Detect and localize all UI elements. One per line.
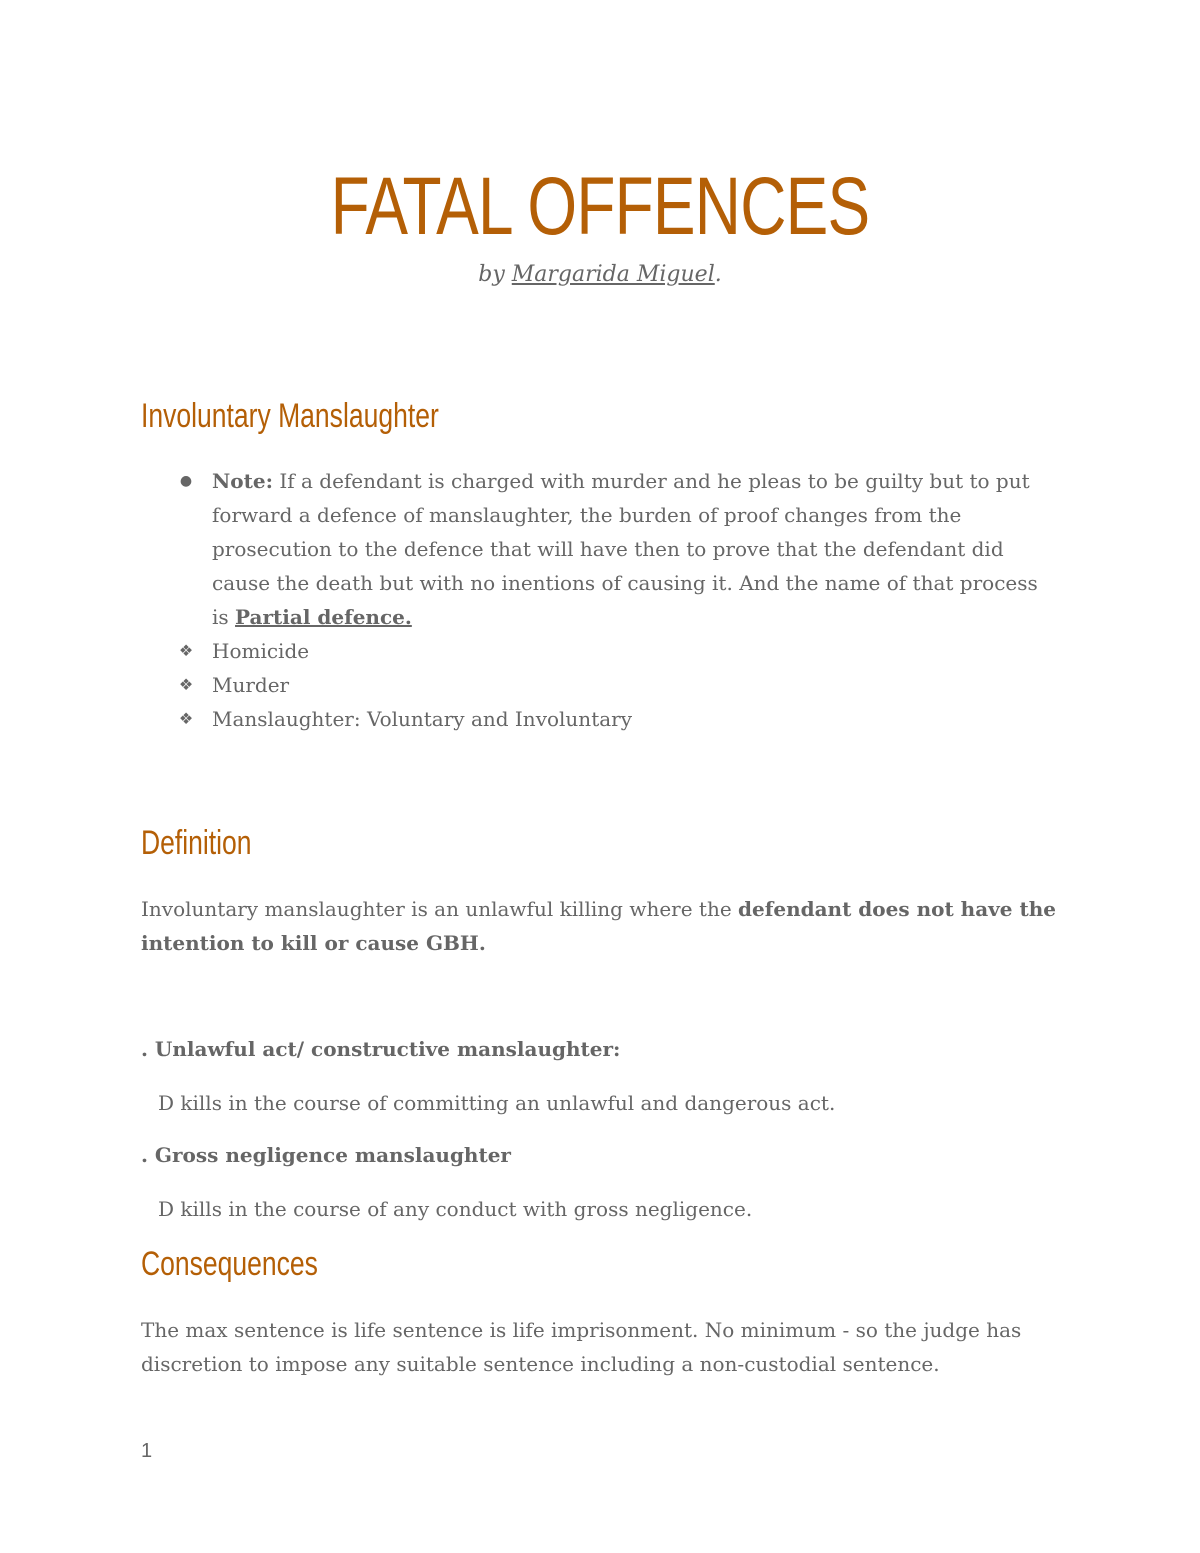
definition-text: Involuntary manslaughter is an unlawful killing where the: [141, 897, 739, 921]
byline: [0, 262, 1200, 287]
list-item-note: [176, 464, 1056, 634]
list-item-text: Murder: [212, 673, 290, 697]
type-label-unlawful-act: . Unlawful act/ constructive manslaughter:: [141, 1037, 621, 1061]
note-term: Partial defence.: [235, 605, 412, 629]
diamond-bullet-icon: ❖: [178, 675, 194, 694]
type-description-unlawful-act: D kills in the course of committing an unlawful and dangerous act.: [158, 1091, 836, 1115]
type-label-gross-negligence: . Gross negligence manslaughter: [141, 1143, 511, 1167]
diamond-bullet-icon: ❖: [178, 709, 194, 728]
bullet-dot-icon: ●: [179, 473, 193, 489]
type-description-gross-negligence: D kills in the course of any conduct with gross negligence.: [158, 1197, 753, 1221]
definition-paragraph: [141, 892, 1061, 960]
byline-suffix: .: [714, 262, 722, 287]
document-title: FATAL OFFENCES: [330, 161, 870, 252]
note-text: If a defendant is charged with murder and he pleas to be guilty but to put forward a defence of manslaughter, the burden of proof changes from the prosecution to the defence that will have then to prove that the defendant did cause the death but with no inentions of causing it. And the name of that process is: [212, 469, 1038, 629]
list-item-text: Manslaughter: Voluntary and Involuntary: [212, 707, 633, 731]
author-name: Margarida Miguel: [511, 262, 715, 287]
list-item: [176, 634, 1056, 668]
heading-involuntary-manslaughter: Involuntary Manslaughter: [141, 397, 439, 435]
page-number: 1: [141, 1440, 153, 1462]
diamond-bullet-icon: ❖: [178, 641, 194, 660]
heading-consequences: Consequences: [141, 1245, 318, 1283]
list-item: [176, 668, 1056, 702]
consequences-paragraph: The max sentence is life sentence is life imprisonment. No minimum - so the judge has discretion to impose any suitable sentence including a non-custodial sentence.: [141, 1318, 1022, 1376]
definition-emphasis: defendant does not have the intention to kill or cause GBH.: [141, 897, 1056, 955]
list-item-text: Homicide: [212, 639, 310, 663]
byline-prefix: by: [478, 262, 512, 287]
heading-definition: Definition: [141, 824, 252, 862]
note-label: Note:: [212, 469, 273, 493]
list-item: [176, 702, 1056, 736]
involuntary-list: [176, 464, 1056, 736]
